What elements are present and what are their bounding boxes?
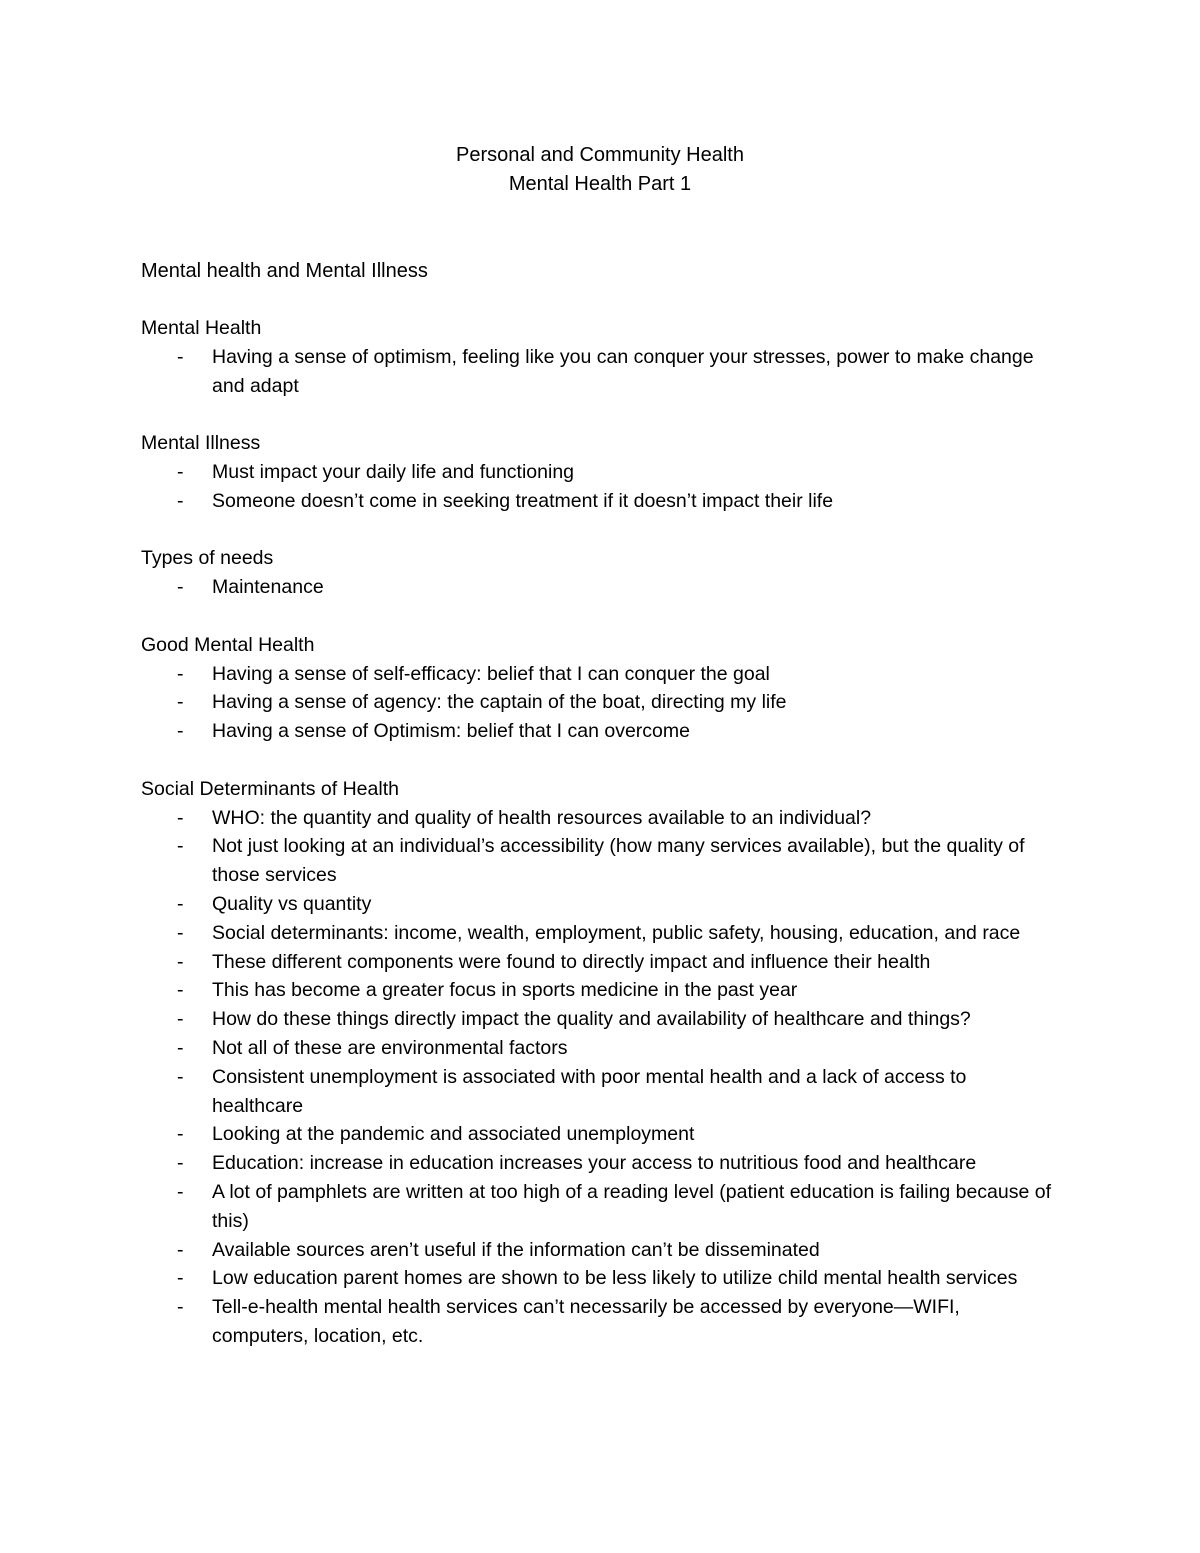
course-title: Personal and Community Health [456,144,744,166]
list-item [141,804,1061,833]
list-item [141,1005,1061,1034]
section-heading: Mental Health [141,317,262,339]
bullet-text: Maintenance [212,576,324,599]
bullet-text: Quality vs quantity [212,892,372,915]
bullet-text: Available sources aren’t useful if the information can’t be disseminated [212,1238,820,1261]
section-heading: Mental Illness [141,432,261,455]
bullet-list [141,458,1061,516]
dash-bullet-icon: - [177,1036,184,1059]
list-item [141,458,1061,487]
notes-section [141,775,1061,1351]
list-item [141,1178,1061,1236]
list-item [141,890,1061,919]
notes-section [141,544,1061,602]
bullet-text: Low education parent homes are shown to be less likely to utilize child mental health services [212,1267,1018,1290]
dash-bullet-icon: - [177,345,184,368]
bullet-text: Someone doesn’t come in seeking treatment if it doesn’t impact their life [212,489,834,512]
list-item [141,1149,1061,1178]
list-item [141,1236,1061,1265]
dash-bullet-icon: - [177,576,184,599]
bullet-text: Having a sense of agency: the captain of the boat, directing my life [212,691,787,714]
list-item [141,573,1061,602]
list-item [141,717,1061,746]
bullet-text: A lot of pamphlets are written at too high of a reading level (patient education is failing because of this) [212,1180,1052,1232]
topic-heading: Mental health and Mental Illness [141,260,428,282]
section-heading: Social Determinants of Health [141,777,399,800]
bullet-text: Having a sense of self-efficacy: belief that I can conquer the goal [212,662,770,685]
list-item [141,1293,1061,1351]
section-heading: Types of needs [141,547,274,570]
dash-bullet-icon: - [177,489,184,512]
list-item [141,832,1061,890]
bullet-text: Tell-e-health mental health services can’t necessarily be accessed by everyone—WIFI, computers, location, etc. [212,1296,960,1347]
bullet-text: Having a sense of optimism, feeling like you can conquer your stresses, power to make change and adapt [212,345,1034,397]
dash-bullet-icon: - [177,460,184,483]
dash-bullet-icon: - [177,1065,184,1088]
bullet-list [141,804,1061,1351]
dash-bullet-icon: - [177,950,184,973]
bullet-text: Education: increase in education increases your access to nutritious food and healthcare [212,1152,977,1175]
bullet-list [141,573,1061,602]
bullet-text: Social determinants: income, wealth, employment, public safety, housing, education, and race [212,921,1021,944]
notes-section [141,631,1061,746]
list-item [141,1034,1061,1063]
dash-bullet-icon: - [177,835,184,858]
dash-bullet-icon: - [177,1296,184,1319]
notes-section [141,429,1061,515]
bullet-text: How do these things directly impact the quality and availability of healthcare and things? [212,1008,971,1031]
bullet-text: This has become a greater focus in sports medicine in the past year [212,979,798,1002]
bullet-text: WHO: the quantity and quality of health resources available to an individual? [212,806,872,829]
dash-bullet-icon: - [177,892,184,915]
list-item [141,948,1061,977]
dash-bullet-icon: - [177,691,184,714]
dash-bullet-icon: - [177,806,184,829]
list-item [141,1063,1061,1121]
notes-body [141,314,1061,1379]
bullet-text: Consistent unemployment is associated with poor mental health and a lack of access to healthcare [212,1065,967,1117]
list-item [141,660,1061,689]
list-item [141,1264,1061,1293]
dash-bullet-icon: - [177,720,184,743]
lecture-title: Mental Health Part 1 [508,173,692,195]
bullet-text: Not just looking at an individual’s accessibility (how many services available), but the quality of those services [212,835,1025,887]
list-item [141,487,1061,516]
dash-bullet-icon: - [177,1267,184,1290]
list-item [141,1120,1061,1149]
dash-bullet-icon: - [177,1180,184,1203]
bullet-text: Must impact your daily life and functioning [212,460,575,483]
dash-bullet-icon: - [177,1238,184,1261]
section-heading: Good Mental Health [141,633,315,656]
dash-bullet-icon: - [177,1008,184,1031]
list-item [141,976,1061,1005]
dash-bullet-icon: - [177,979,184,1002]
bullet-text: Looking at the pandemic and associated unemployment [212,1123,695,1146]
bullet-text: These different components were found to directly impact and influence their health [212,950,931,973]
notes-section [141,314,1061,400]
dash-bullet-icon: - [177,1152,184,1175]
bullet-list [141,660,1061,746]
dash-bullet-icon: - [177,662,184,685]
bullet-list [141,343,1061,401]
bullet-text: Having a sense of Optimism: belief that I can overcome [212,720,690,743]
list-item [141,919,1061,948]
list-item [141,688,1061,717]
bullet-text: Not all of these are environmental factors [212,1036,568,1059]
dash-bullet-icon: - [177,921,184,944]
list-item [141,343,1061,401]
dash-bullet-icon: - [177,1123,184,1146]
document-title [0,141,1200,199]
